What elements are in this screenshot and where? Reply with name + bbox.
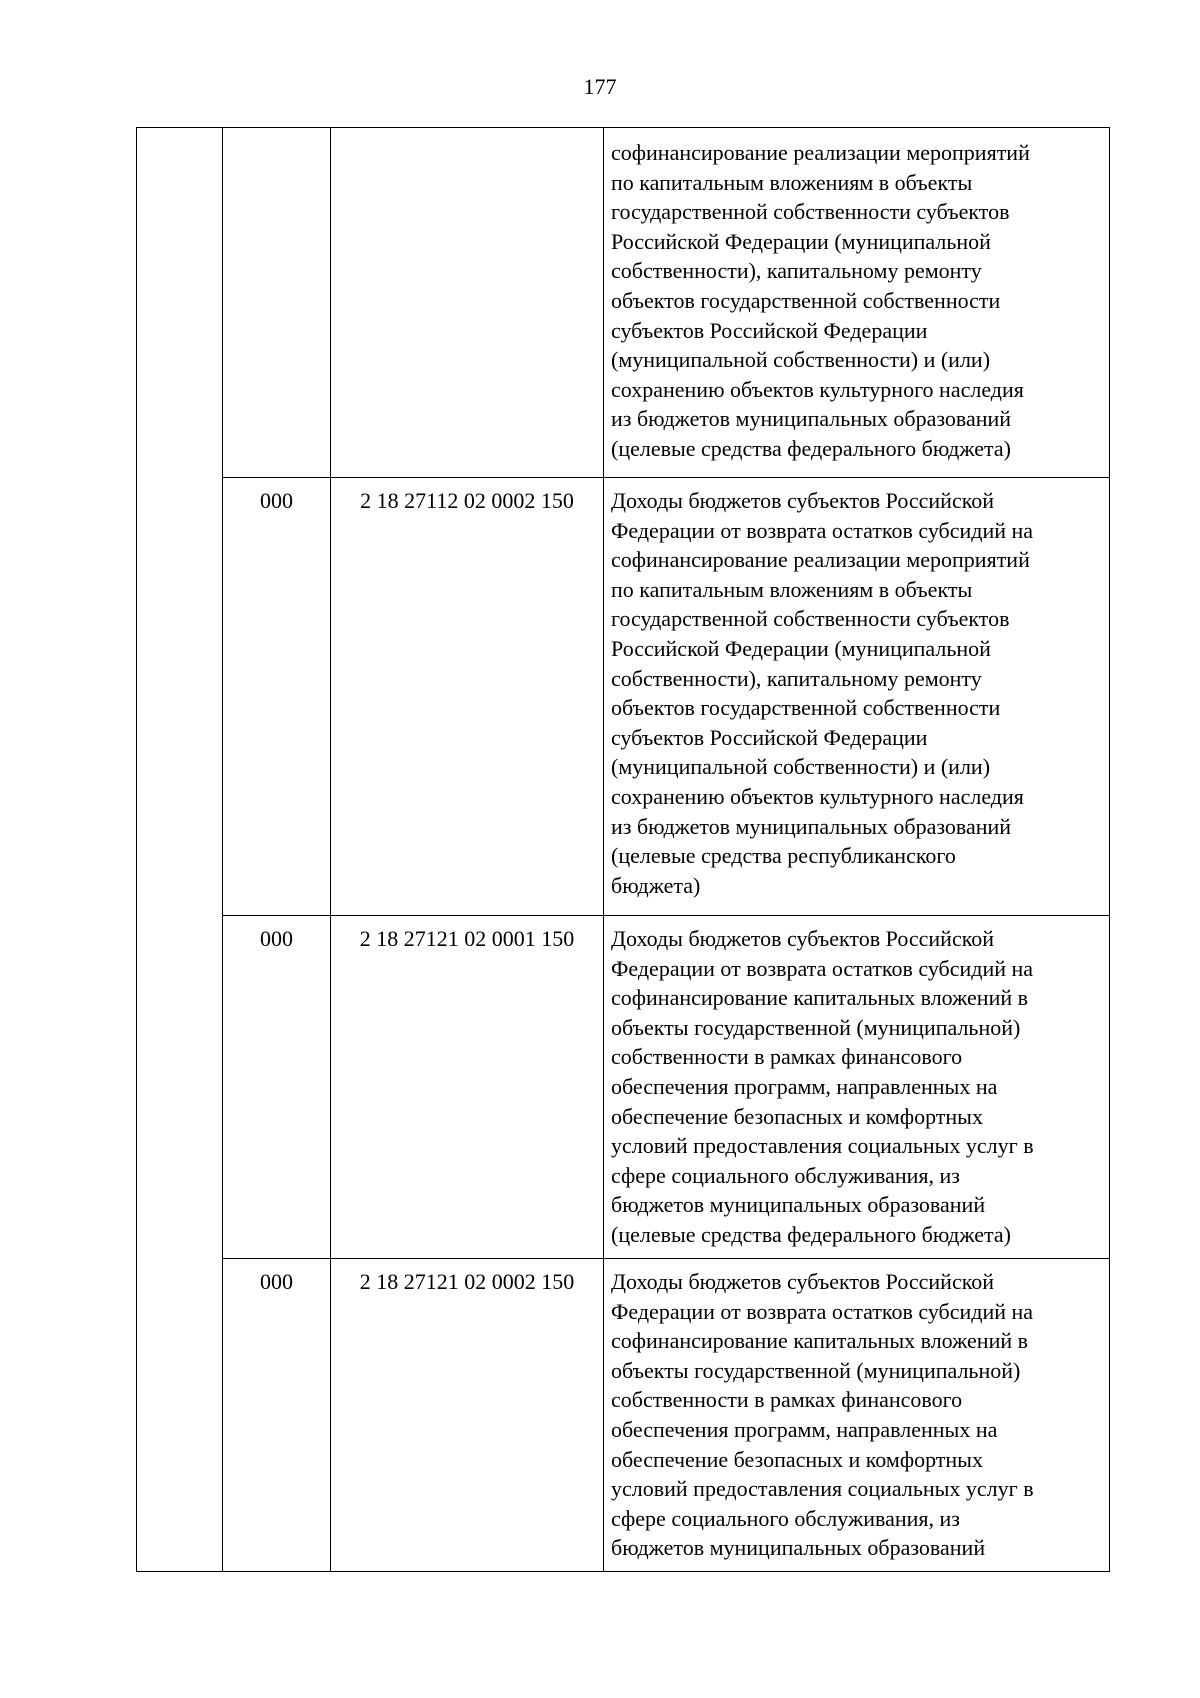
admin-code-cell <box>223 916 331 1259</box>
description-cell <box>604 478 1110 916</box>
empty-first-column-cell <box>137 478 223 916</box>
budget-codes-table <box>136 127 1110 1572</box>
description-text: Доходы бюджетов субъектов Российской Федерации от возврата остатков субсидий на софинансирование реализации мероприятий по капитальным вложениям в объекты государственной собственности субъектов Российской Федерации (муниципальной собственности), капитальному ремонту объектов государственной собственности субъектов Российской Федерации (муниципальной собственности) и (или) сохранению объектов культурного наследия из бюджетов муниципальных образований (целевые средства республиканского бюджета) <box>611 488 1034 898</box>
description-cell <box>604 128 1110 478</box>
description-text: Доходы бюджетов субъектов Российской Федерации от возврата остатков субсидий на софинансирование капитальных вложений в объекты государственной (муниципальной) собственности в рамках финансового обеспечения программ, направленных на обеспечение безопасных и комфортных условий предоставления социальных услуг в сфере социального обслуживания, из бюджетов муниципальных образований <box>611 1269 1034 1561</box>
table-row <box>137 478 1110 916</box>
description-text: Доходы бюджетов субъектов Российской Федерации от возврата остатков субсидий на софинансирование капитальных вложений в объекты государственной (муниципальной) собственности в рамках финансового обеспечения программ, направленных на обеспечение безопасных и комфортных условий предоставления социальных услуг в сфере социального обслуживания, из бюджетов муниципальных образований (целевые средства федерального бюджета) <box>611 926 1034 1247</box>
description-text: софинансирование реализации мероприятий по капитальным вложениям в объекты государственной собственности субъектов Российской Федерации (муниципальной собственности), капитальному ремонту объектов государственной собственности субъектов Российской Федерации (муниципальной собственности) и (или) сохранению объектов культурного наследия из бюджетов муниципальных образований (целевые средства федерального бюджета) <box>611 140 1030 461</box>
admin-code: 000 <box>260 926 293 951</box>
kbk-code <box>331 128 603 136</box>
empty-first-column-cell <box>137 916 223 1259</box>
table-row <box>137 1259 1110 1572</box>
admin-code-cell <box>223 128 331 478</box>
kbk-code: 2 18 27121 02 0002 150 <box>359 1269 575 1294</box>
description-cell <box>604 1259 1110 1572</box>
page-number: 177 <box>583 74 617 99</box>
kbk-code: 2 18 27121 02 0001 150 <box>359 926 575 951</box>
kbk-code-cell <box>331 916 604 1259</box>
kbk-code-cell <box>331 128 604 478</box>
empty-first-column-cell <box>137 1259 223 1572</box>
table-row <box>137 128 1110 478</box>
admin-code: 000 <box>260 1269 293 1294</box>
admin-code-cell <box>223 1259 331 1572</box>
admin-code-cell <box>223 478 331 916</box>
kbk-code-cell <box>331 478 604 916</box>
table-row <box>137 916 1110 1259</box>
admin-code: 000 <box>260 488 293 513</box>
description-cell <box>604 916 1110 1259</box>
kbk-code: 2 18 27112 02 0002 150 <box>360 488 574 513</box>
admin-code <box>223 128 330 136</box>
empty-first-column-cell <box>137 128 223 478</box>
kbk-code-cell <box>331 1259 604 1572</box>
